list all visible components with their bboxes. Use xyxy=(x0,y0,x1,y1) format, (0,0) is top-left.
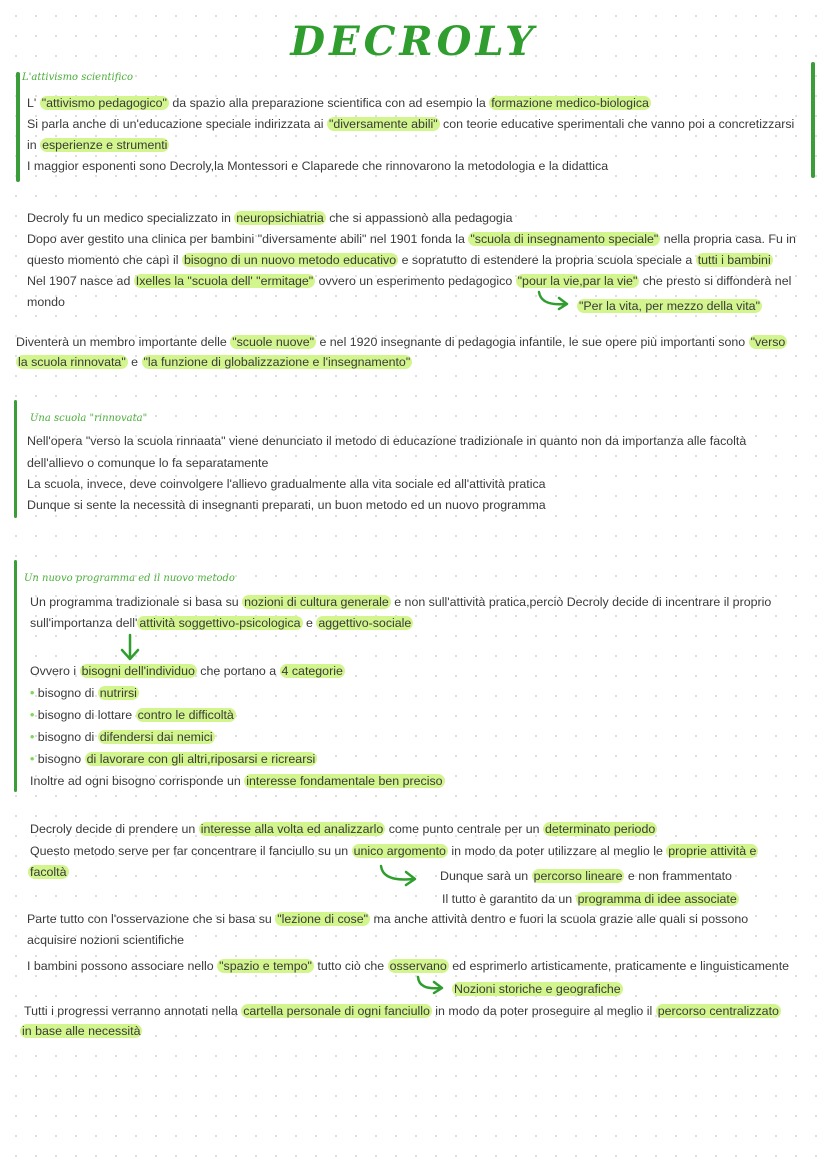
text: e non sull'attività pratica,perciò Decroly decide di incentrare il proprio xyxy=(390,595,772,609)
text-line xyxy=(20,1022,142,1040)
text-line xyxy=(27,957,789,975)
highlight: "scuole nuove" xyxy=(232,335,315,349)
highlight: formazione medico-biologica xyxy=(491,96,649,110)
text-line xyxy=(30,772,445,790)
text-line xyxy=(27,910,748,928)
text: bisogno di xyxy=(37,686,98,700)
text-line: I maggior esponenti sono Decroly,la Montessori e Claparede che rinnovarono la metodologia e la didattica xyxy=(27,159,609,173)
bullet-icon: • xyxy=(30,686,35,700)
text: Decroly fu un medico specializzato in xyxy=(27,211,235,225)
text-line xyxy=(16,353,412,371)
highlight: nozioni di cultura generale xyxy=(244,595,389,609)
text-line: mondo xyxy=(27,295,65,309)
text: nella propria casa. Fu in xyxy=(660,232,796,246)
translation-note xyxy=(577,297,762,315)
note-line xyxy=(442,890,739,908)
highlight: nutrirsi xyxy=(99,686,137,700)
highlight: Nozioni storiche e geografiche xyxy=(454,982,621,996)
text: in modo da poter proseguire al meglio il xyxy=(431,1004,656,1018)
arrow-right-icon xyxy=(535,288,575,312)
highlight: attività soggettivo-psicologica xyxy=(139,616,301,630)
text: che si appassionò alla pedagogia xyxy=(325,211,513,225)
text: ed esprimerlo artisticamente, praticamente e linguisticamente xyxy=(448,959,790,973)
text: Dopo aver gestito una clinica per bambini "diversamente abili" nel 1901 fonda la xyxy=(27,232,469,246)
text: e sopratutto di estendere la propria scuola speciale a xyxy=(398,253,696,267)
text-line xyxy=(27,251,773,269)
left-margin-bar-1 xyxy=(16,72,20,182)
text: Decroly decide di prendere un xyxy=(30,822,199,836)
text: Parte tutto con l'osservazione che si basa su xyxy=(27,912,276,926)
highlight: "la funzione di globalizzazione e l'insegnamento" xyxy=(143,355,411,369)
text: che portano a xyxy=(196,664,280,678)
highlight: Ixelles la "scuola dell' "ermitage" xyxy=(135,274,314,288)
text-line xyxy=(30,842,758,860)
highlight: aggettivo-sociale xyxy=(318,616,412,630)
list-item xyxy=(30,684,139,702)
text: con teorie educative sperimentali che vanno poi a concretizzarsi xyxy=(439,117,795,131)
highlight: percorso centralizzato xyxy=(657,1004,779,1018)
highlight: in base alle necessità xyxy=(22,1024,141,1038)
arrow-down-icon xyxy=(118,633,142,663)
text-line xyxy=(27,272,791,290)
right-margin-bar xyxy=(811,62,815,178)
text: come punto centrale per un xyxy=(385,822,544,836)
highlight: esperienze e strumenti xyxy=(42,138,168,152)
highlight: tutti i bambini xyxy=(697,253,771,267)
text-line xyxy=(30,662,345,680)
highlight: facoltà xyxy=(30,865,67,879)
highlight: neuropsichiatria xyxy=(236,211,324,225)
highlight: "Per la vita, per mezzo della vita" xyxy=(579,299,760,313)
text-line: Dunque si sente la necessità di insegnanti preparati, un buon metodo ed un nuovo programma xyxy=(27,498,546,512)
text-line: La scuola, invece, deve coinvolgere l'allievo gradualmente alla vita sociale ed all'attività pratica xyxy=(27,477,546,491)
text: Ovvero i xyxy=(30,664,80,678)
highlight: "spazio e tempo" xyxy=(219,959,312,973)
text-line xyxy=(27,136,169,154)
highlight: "attivismo pedagogico" xyxy=(41,96,167,110)
text: Dunque sarà un xyxy=(440,869,532,883)
page-title: DECROLY xyxy=(290,18,538,65)
text: questo momento che capì il xyxy=(27,253,182,267)
text: Tutti i progressi verranno annotati nella xyxy=(24,1004,242,1018)
highlight: unico argomento xyxy=(353,844,446,858)
text: sull'importanza dell' xyxy=(30,616,138,630)
highlight: interesse fondamentale ben preciso xyxy=(246,774,443,788)
text: in xyxy=(27,138,41,152)
arrow-right-icon xyxy=(377,860,423,888)
text: e xyxy=(127,355,142,369)
text-line: Nell'opera "verso la scuola rinnaata" viene denunciato il metodo di educazione tradizionale in quanto non da importanza alle facoltà xyxy=(27,434,747,448)
text: Si parla anche di un'educazione speciale indirizzata ai xyxy=(27,117,327,131)
text: ovvero un esperimento pedagogico xyxy=(315,274,516,288)
text: che presto si diffonderà nel xyxy=(639,274,792,288)
text: L' xyxy=(27,96,40,110)
text: e xyxy=(302,616,317,630)
text: bisogno di lottare xyxy=(37,708,136,722)
bullet-icon: • xyxy=(30,752,35,766)
text: Diventerà un membro importante delle xyxy=(16,335,231,349)
section-heading-scuola-rinnovata: Una scuola "rinnovata" xyxy=(30,413,148,424)
text-line xyxy=(30,614,413,632)
text: tutto ciò che xyxy=(313,959,388,973)
note-line xyxy=(440,867,732,885)
text-line xyxy=(27,209,512,227)
highlight: cartella personale di ogni fanciullo xyxy=(243,1004,430,1018)
highlight: osservano xyxy=(389,959,447,973)
highlight: di lavorare con gli altri,riposarsi e ricrearsi xyxy=(86,752,316,766)
text: Nel 1907 nasce ad xyxy=(27,274,134,288)
highlight: "diversamente abili" xyxy=(328,117,438,131)
text-line: acquisire nozioni scientifiche xyxy=(27,933,185,947)
highlight: "scuola di insegnamento speciale" xyxy=(470,232,659,246)
left-margin-bar-3 xyxy=(14,560,17,792)
highlight: "verso xyxy=(750,335,786,349)
text: bisogno di xyxy=(37,730,98,744)
list-item xyxy=(30,706,236,724)
bullet-icon: • xyxy=(30,730,35,744)
text-line xyxy=(27,115,794,133)
bullet-icon: • xyxy=(30,708,35,722)
text-line xyxy=(27,230,796,248)
highlight: la scuola rinnovata" xyxy=(18,355,126,369)
text: Questo metodo serve per far concentrare il fanciullo su un xyxy=(30,844,352,858)
text: Il tutto è garantito da un xyxy=(442,892,576,906)
highlight: 4 categorie xyxy=(281,664,343,678)
text: in modo da poter utilizzare al meglio le xyxy=(447,844,667,858)
text: I bambini possono associare nello xyxy=(27,959,218,973)
section-heading-nuovo-programma: Un nuovo programma ed il nuovo metodo xyxy=(24,573,235,584)
list-item xyxy=(30,728,215,746)
text-line xyxy=(27,94,651,112)
highlight: programma di idee associate xyxy=(577,892,737,906)
note-line xyxy=(452,980,623,998)
text: e nel 1920 insegnante di pedagogia infantile, le sue opere più importanti sono xyxy=(316,335,749,349)
text: da spazio alla preparazione scientifica con ad esempio la xyxy=(168,96,490,110)
text-line xyxy=(30,820,657,838)
arrow-right-icon xyxy=(414,974,448,996)
text: Inoltre ad ogni bisogno corrisponde un xyxy=(30,774,245,788)
highlight: "lezione di cose" xyxy=(277,912,369,926)
highlight: interesse alla volta ed analizzarlo xyxy=(200,822,384,836)
highlight: percorso lineare xyxy=(533,869,623,883)
section-heading-attivismo: L'attivismo scientifico xyxy=(22,72,134,83)
text-line xyxy=(30,593,771,611)
highlight: difendersi dai nemici xyxy=(99,730,213,744)
highlight: contro le difficoltà xyxy=(137,708,234,722)
highlight: proprie attività e xyxy=(668,844,757,858)
text: e non frammentato xyxy=(624,869,732,883)
text-line: dell'allievo o comunque lo fa separatamente xyxy=(27,456,269,470)
text-line xyxy=(16,333,787,351)
text: ma anche attività dentro e fuori la scuola grazie alle quali si possono xyxy=(370,912,749,926)
list-item xyxy=(30,750,317,768)
text: bisogno xyxy=(37,752,85,766)
text: Un programma tradizionale si basa su xyxy=(30,595,243,609)
left-margin-bar-2 xyxy=(14,400,17,518)
highlight: "pour la vie,par la vie" xyxy=(517,274,638,288)
text-line xyxy=(24,1002,781,1020)
text-line xyxy=(28,863,69,881)
highlight: bisogni dell'individuo xyxy=(81,664,195,678)
highlight: bisogno di un nuovo metodo educativo xyxy=(183,253,397,267)
highlight: determinato periodo xyxy=(545,822,656,836)
